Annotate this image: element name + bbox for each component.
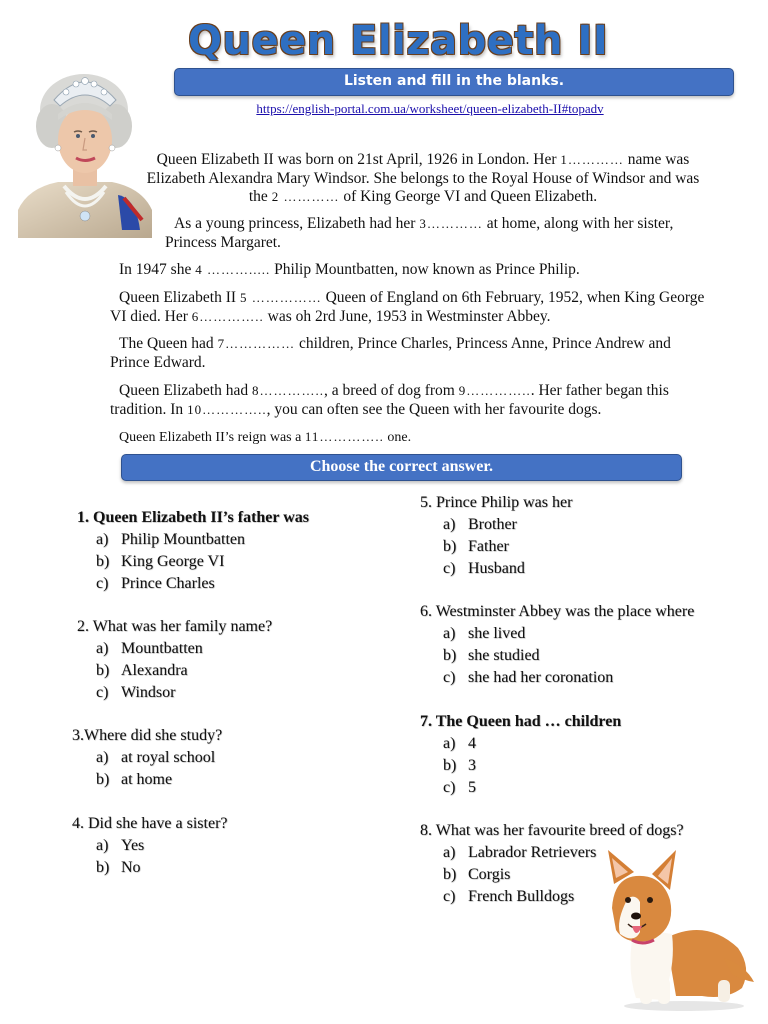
paragraph-5: The Queen had 7…………… children, Prince Charles, Princess Anne, Prince Andrew and Prince Edward. [110, 335, 671, 371]
option-c[interactable]: c) Husband [443, 560, 525, 577]
paragraph-4: Queen Elizabeth II 5 …………… Queen of England on 6th February, 1952, when King George VI died. Her 6………….. was oh 2rd June, 1953 in Westminster Abbey. [110, 289, 705, 325]
option-c[interactable]: c) Prince Charles [96, 575, 215, 592]
blank-9[interactable]: 9………….. [458, 383, 531, 398]
blank-11[interactable]: 11………….. [304, 429, 384, 444]
blank-3[interactable]: 3………… [419, 216, 483, 231]
option-c[interactable]: c) 5 [443, 779, 476, 796]
question-stem: 1. Queen Elizabeth II’s father was [77, 509, 309, 526]
blank-6[interactable]: 6………….. [191, 308, 264, 324]
option-a[interactable]: a) Labrador Retrievers [443, 844, 597, 861]
choose-banner: Choose the correct answer. [121, 454, 682, 481]
corgi-dog-image [606, 848, 756, 1013]
option-a[interactable]: a) Brother [443, 516, 517, 533]
worksheet-title: Queen Elizabeth II [188, 18, 609, 64]
option-b[interactable]: b) she studied [443, 647, 540, 664]
option-b[interactable]: b) at home [96, 771, 173, 788]
question-5 [420, 492, 572, 580]
option-a[interactable]: a) 4 [443, 735, 476, 752]
queen-portrait-image [18, 70, 152, 238]
option-b[interactable]: b) King George VI [96, 553, 225, 570]
question-stem: 5. Prince Philip was her [420, 494, 573, 511]
question-4 [72, 813, 228, 879]
option-a[interactable]: a) Yes [96, 837, 145, 854]
option-c[interactable]: c) Windsor [96, 684, 176, 701]
paragraph-2: As a young princess, Elizabeth had her 3………… at home, along with her sister, Princess Margaret. [165, 215, 674, 251]
question-stem: 4. Did she have a sister? [72, 815, 228, 832]
option-b[interactable]: b) 3 [443, 757, 476, 774]
question-2 [77, 616, 272, 704]
blank-1[interactable]: 1………… [560, 152, 624, 167]
worksheet-link[interactable]: https://english-portal.com.ua/worksheet/queen-elizabeth-II#topadv [256, 101, 604, 116]
option-a[interactable]: a) she lived [443, 625, 526, 642]
blank-10[interactable]: 10………….. [187, 401, 267, 417]
option-b[interactable]: b) Alexandra [96, 662, 188, 679]
question-stem: 3.Where did she study? [72, 727, 223, 744]
listen-banner: Listen and fill in the blanks. [174, 68, 734, 96]
paragraph-3: In 1947 she 4 ………..... Philip Mountbatten, now known as Prince Philip. [119, 261, 580, 278]
question-stem: 2. What was her family name? [77, 618, 273, 635]
paragraph-1: Queen Elizabeth II was born on 21st April, 1926 in London. Her 1………… name was Elizabeth Alexandra Mary Windsor. She belongs to the Royal House of Windsor and was the 2 ………… of King George VI and Queen Elizabeth. [146, 151, 700, 205]
question-stem: 8. What was her favourite breed of dogs? [420, 822, 684, 839]
blank-4[interactable]: 4 ………..... [195, 262, 271, 277]
paragraph-7: Queen Elizabeth II’s reign was a 11………….. one. [119, 429, 412, 445]
option-a[interactable]: a) at royal school [96, 749, 216, 766]
question-6 [420, 601, 694, 689]
option-c[interactable]: c) she had her coronation [443, 669, 614, 686]
option-c[interactable]: c) French Bulldogs [443, 888, 575, 905]
question-1 [77, 507, 309, 595]
option-a[interactable]: a) Philip Mountbatten [96, 531, 245, 548]
question-7 [420, 711, 621, 799]
blank-5[interactable]: 5 …………… [239, 290, 322, 305]
blank-8[interactable]: 8………….. [251, 383, 324, 398]
option-b[interactable]: b) Father [443, 538, 509, 555]
option-a[interactable]: a) Mountbatten [96, 640, 203, 657]
question-3 [72, 725, 222, 791]
question-stem: 7. The Queen had … children [420, 713, 622, 730]
blank-7[interactable]: 7…………… [217, 336, 296, 351]
blank-2[interactable]: 2 ………… [271, 189, 340, 204]
option-b[interactable]: b) No [96, 859, 141, 876]
question-stem: 6. Westminster Abbey was the place where [420, 603, 695, 620]
paragraph-6: Queen Elizabeth had 8………….., a breed of dog from 9…………... Her father began this tradition. In 10………….., you can often see the Queen with her favourite dogs. [110, 382, 669, 418]
option-b[interactable]: b) Corgis [443, 866, 511, 883]
